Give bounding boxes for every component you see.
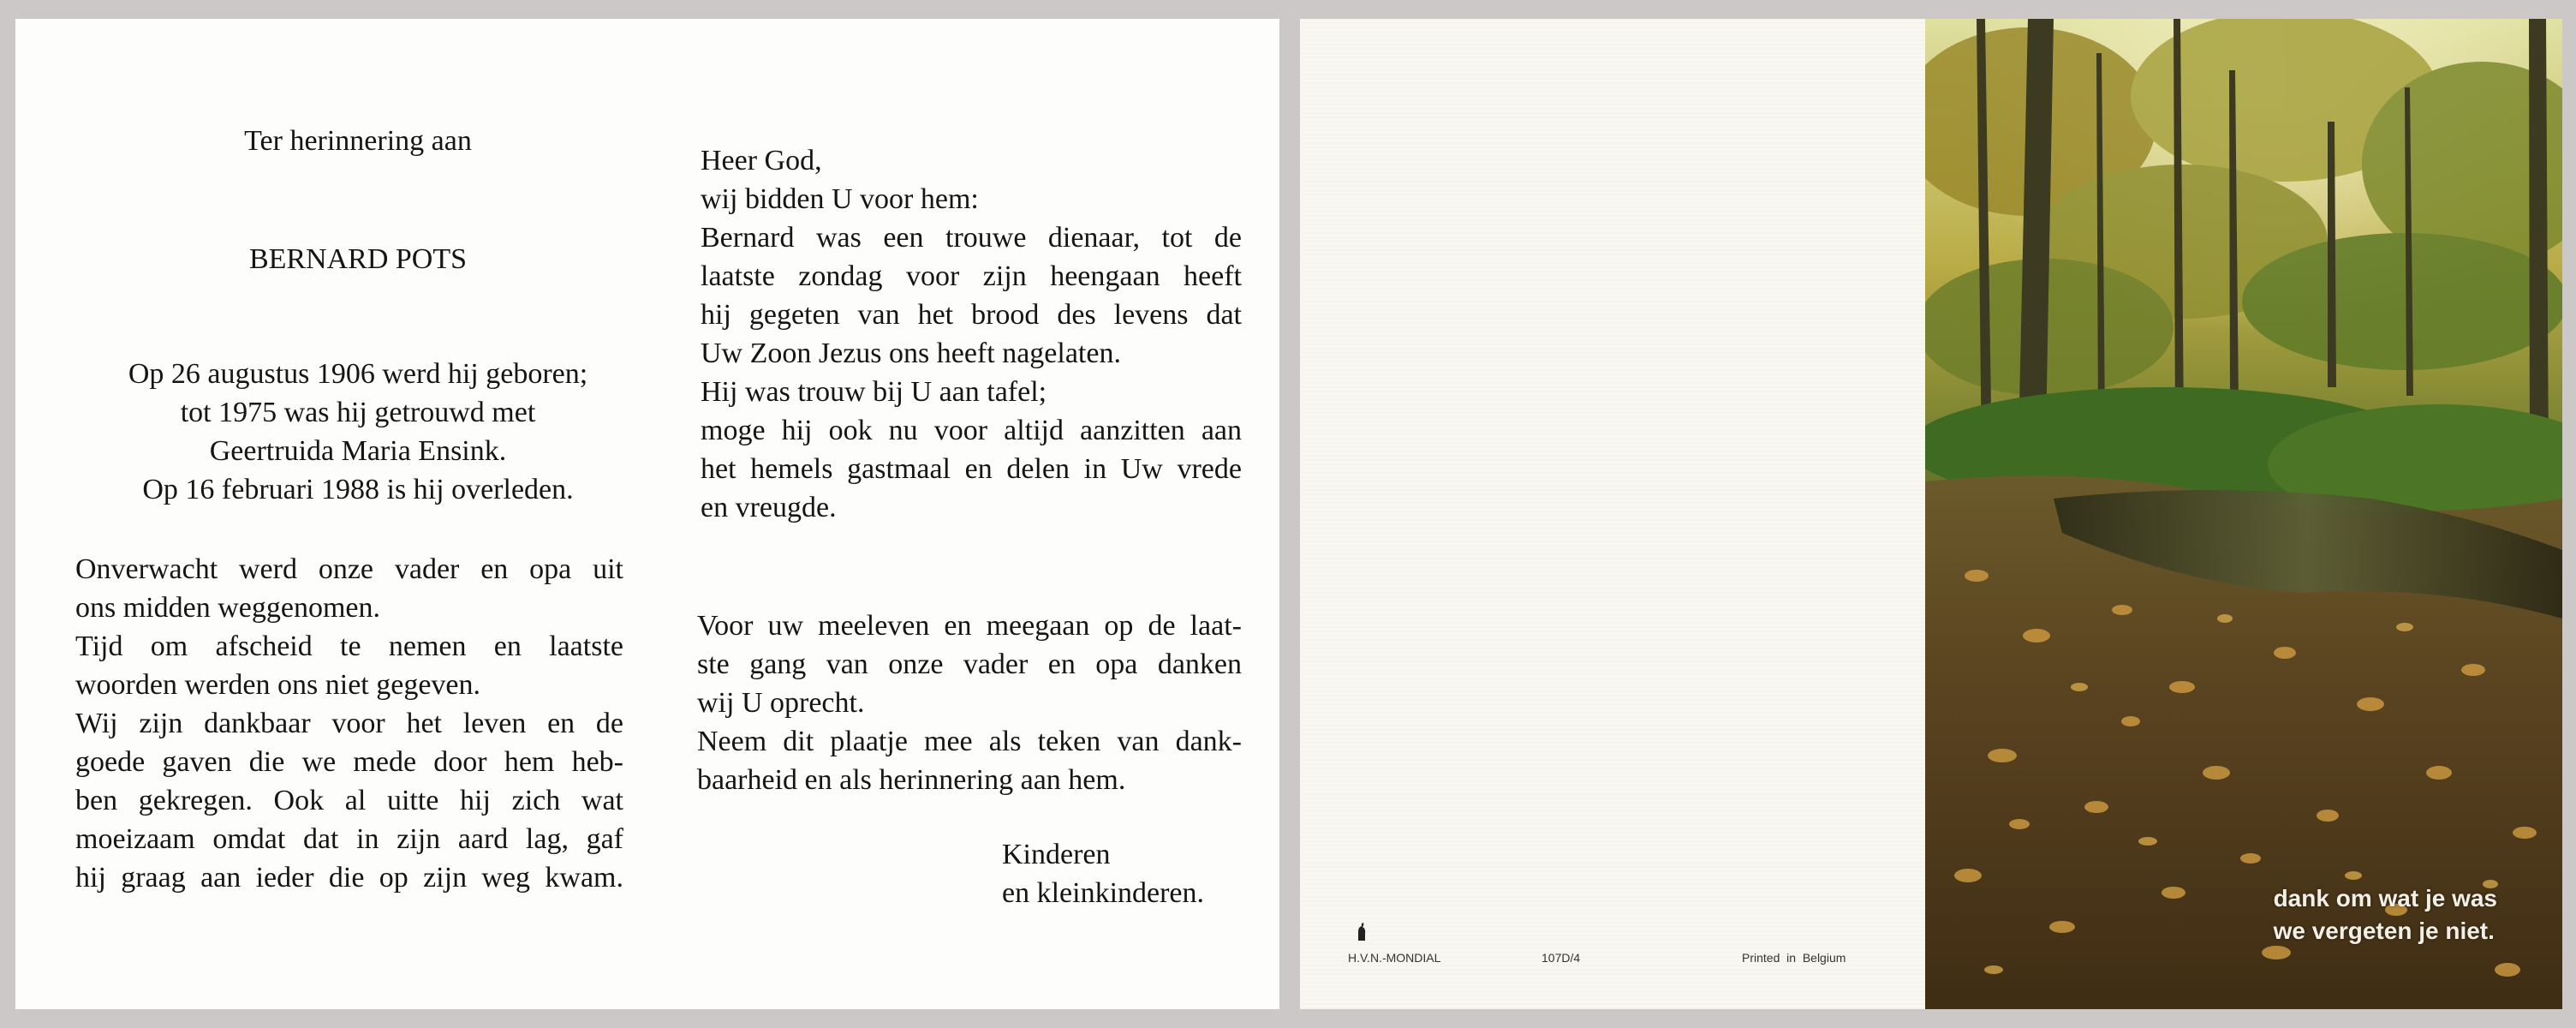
prayer-line: moge hij ook nu voor altijd aanzitten aan	[701, 415, 1242, 446]
tribute-line: ben gekregen. Ook al uitte hij zich wat	[75, 785, 623, 816]
bio-line: tot 1975 was hij getrouwd met	[180, 397, 536, 428]
signature-line: Kinderen	[1002, 839, 1111, 870]
prayer-line: Heer God,	[701, 145, 822, 176]
prayer-line: hij gegeten van het brood des levens dat	[701, 299, 1242, 331]
caption-line: we vergeten je niet.	[2273, 917, 2495, 944]
memorial-card-outside	[1300, 19, 2562, 1009]
deceased-name: BERNARD POTS	[248, 243, 468, 275]
thanks-line: wij U oprecht.	[697, 687, 865, 719]
tribute-line: ons midden weggenomen.	[75, 592, 380, 624]
tribute-line: Tijd om afscheid te nemen en laatste	[75, 631, 623, 662]
memorial-card-inside	[15, 19, 1279, 1009]
tribute-block	[75, 550, 623, 897]
bio-line: Op 16 februari 1988 is hij overleden.	[142, 474, 574, 505]
forest-stream-image	[1925, 19, 2562, 1009]
back-panel	[1300, 19, 1925, 1009]
prayer-line: Hij was trouw bij U aan tafel;	[701, 376, 1047, 408]
publisher-name: H.V.N.-MONDIAL	[1348, 951, 1441, 965]
tribute-line: Wij zijn dankbaar voor het leven en de	[75, 708, 623, 739]
printed-in: Printed in Belgium	[1742, 951, 1846, 965]
prayer-line: wij bidden U voor hem:	[701, 183, 979, 215]
thanks-line: ste gang van onze vader en opa danken	[697, 648, 1242, 680]
bio-line: Geertruida Maria Ensink.	[209, 435, 507, 467]
tribute-line: Onverwacht werd onze vader en opa uit	[75, 553, 623, 585]
bio-block	[67, 355, 649, 509]
prayer-line: het hemels gastmaal en delen in Uw vrede	[701, 453, 1242, 485]
thanks-block	[697, 607, 1242, 799]
signature-block	[1002, 835, 1259, 912]
heading-block	[67, 122, 649, 160]
tribute-line: goede gaven die we mede door hem heb-	[75, 746, 623, 778]
prayer-line: Uw Zoon Jezus ons heeft nagelaten.	[701, 338, 1121, 369]
prayer-line: Bernard was een trouwe dienaar, tot de	[701, 222, 1242, 254]
prayer-block	[701, 141, 1242, 527]
tribute-line: woorden werden ons niet gegeven.	[75, 669, 481, 701]
bio-line: Op 26 augustus 1906 werd hij geboren;	[128, 358, 588, 390]
prayer-line: laatste zondag voor zijn heengaan heeft	[701, 260, 1242, 292]
heading: Ter herinnering aan	[244, 125, 472, 157]
tribute-line: hij graag aan ieder die op zijn weg kwam.	[75, 862, 623, 894]
caption-line: dank om wat je was	[2273, 885, 2497, 911]
publisher-logo-icon	[1353, 922, 1370, 942]
print-code: 107D/4	[1541, 951, 1581, 965]
thanks-line: Voor uw meeleven en meegaan op de laat-	[697, 610, 1242, 642]
prayer-line: en vreugde.	[701, 492, 837, 523]
forest-photo	[1925, 19, 2562, 1009]
name-block	[67, 240, 649, 278]
signature-line: en kleinkinderen.	[1002, 877, 1205, 909]
thanks-line: baarheid en als herinnering aan hem.	[697, 764, 1126, 796]
tribute-line: moeizaam omdat dat in zijn aard lag, gaf	[75, 823, 623, 855]
thanks-line: Neem dit plaatje mee als teken van dank-	[697, 726, 1242, 757]
photo-caption	[2274, 882, 2497, 947]
